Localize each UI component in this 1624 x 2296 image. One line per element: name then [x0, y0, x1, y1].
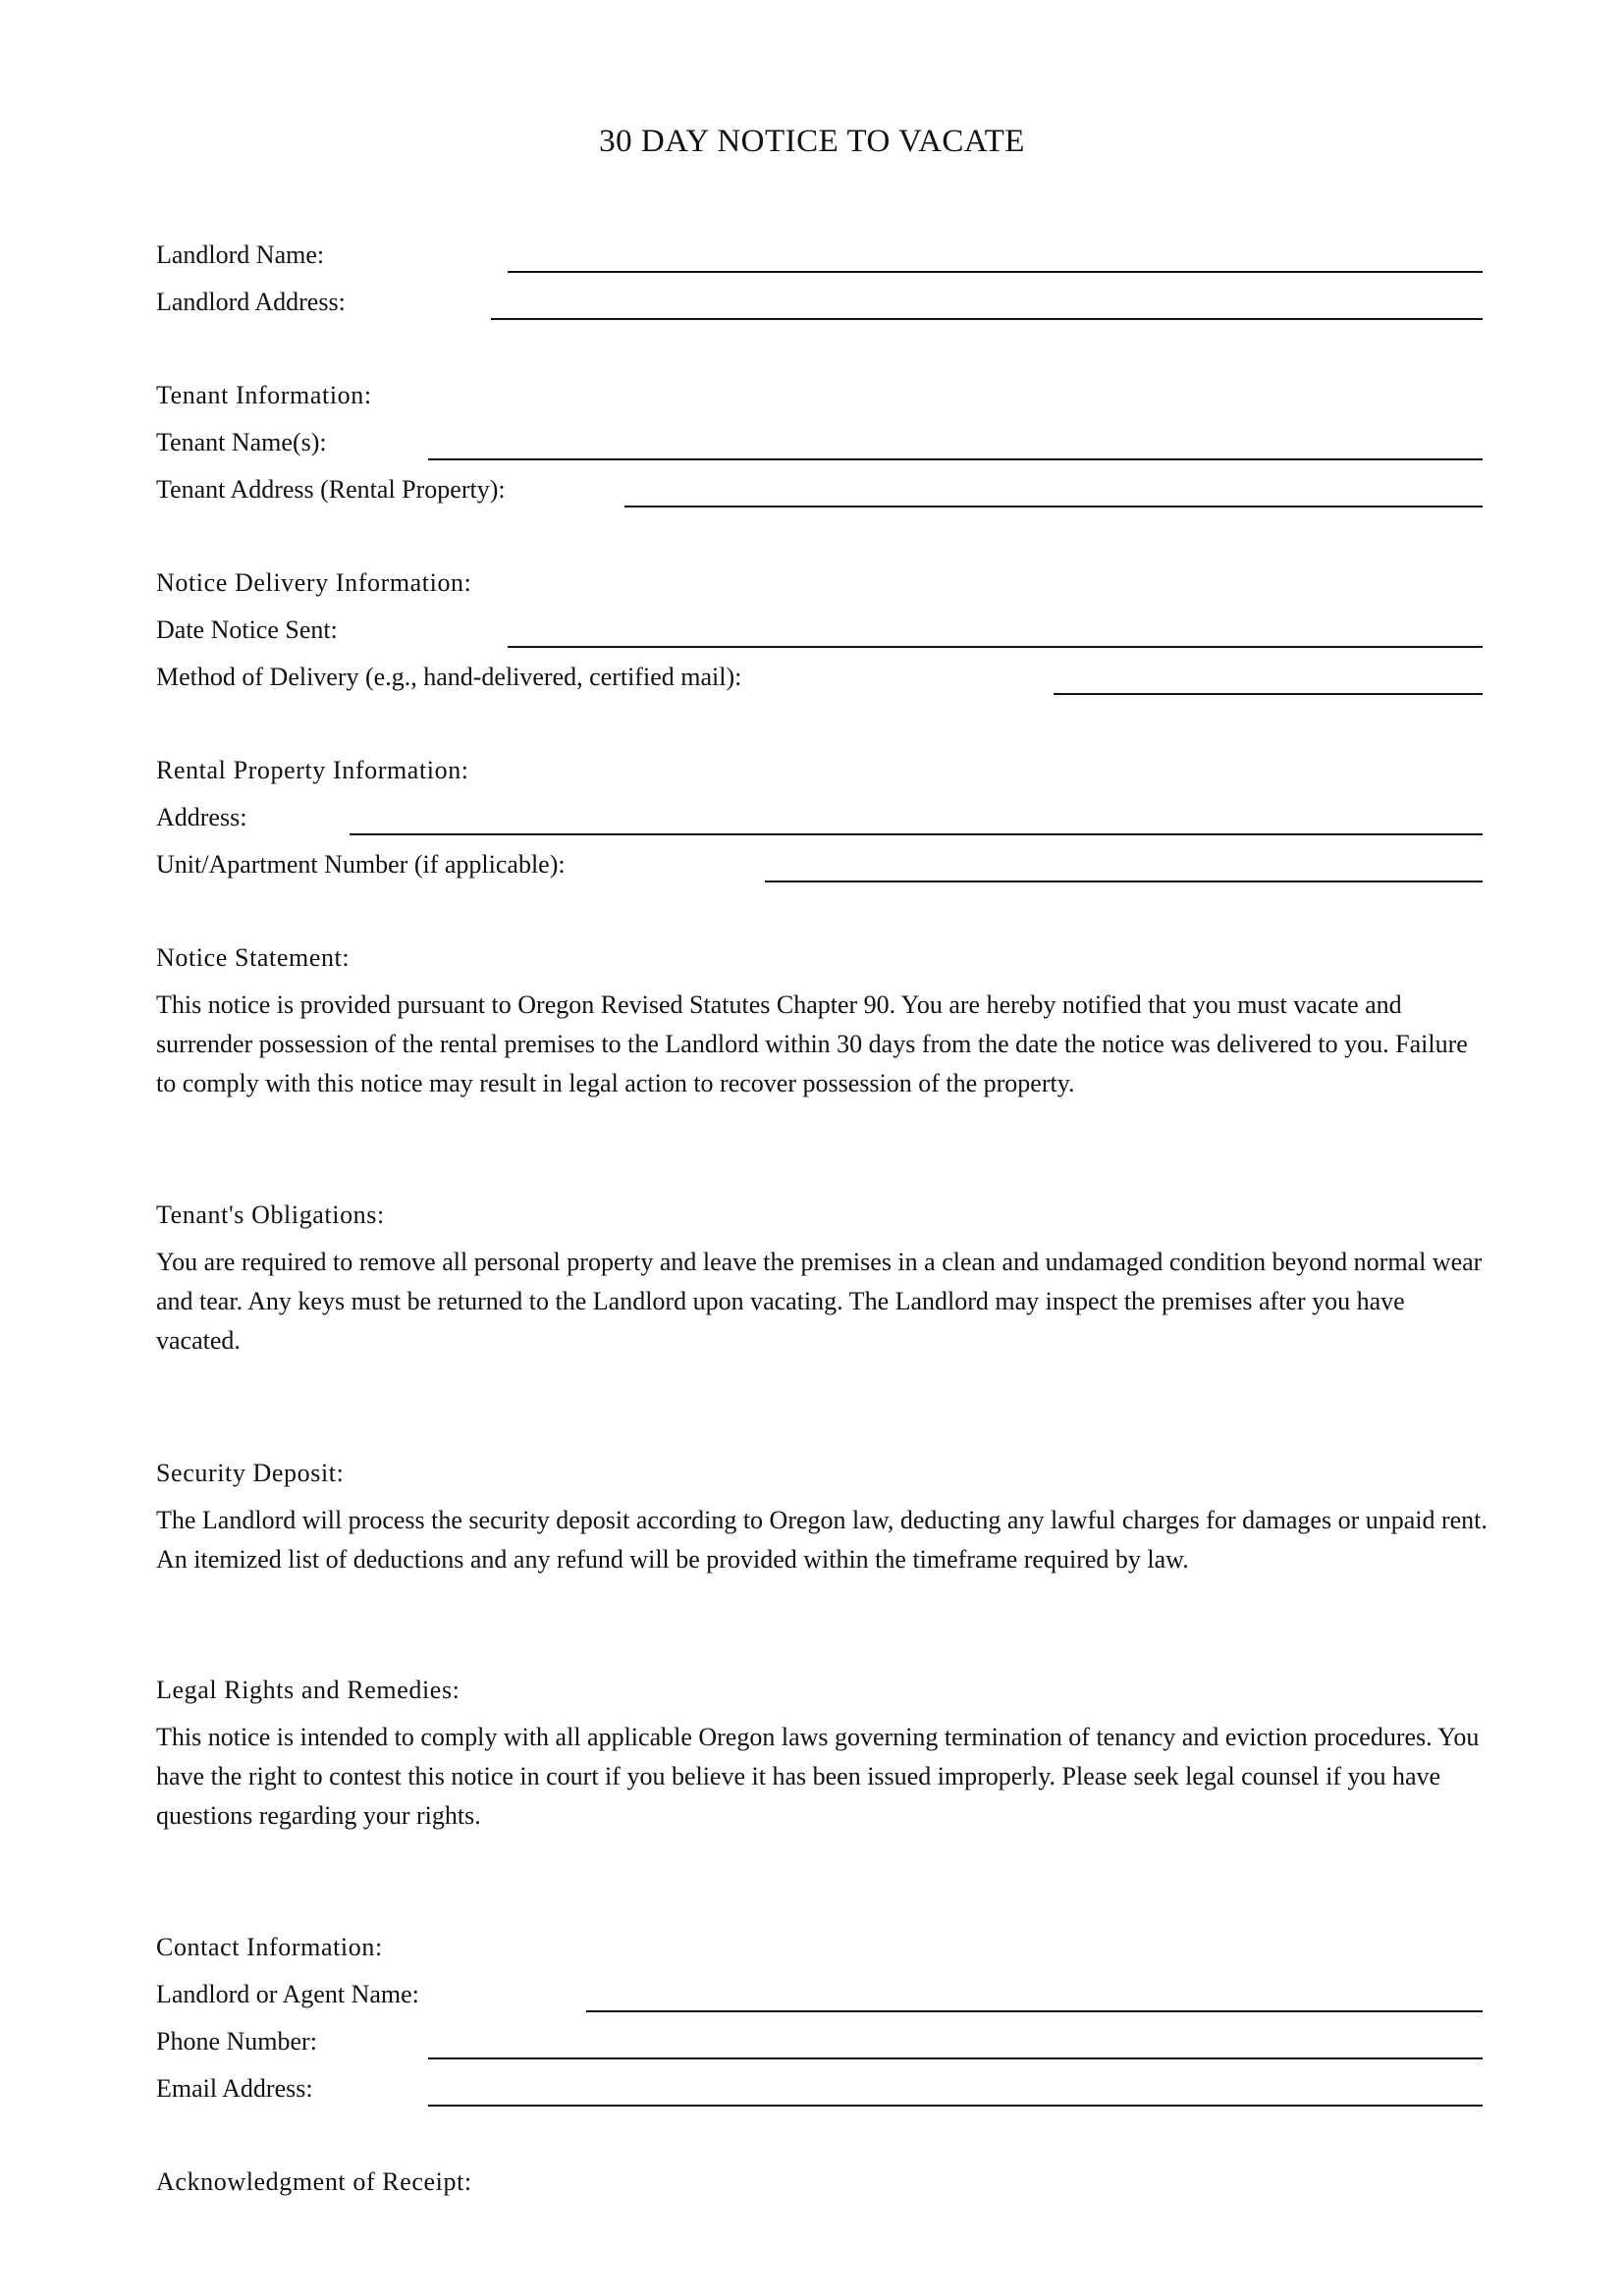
acknowledgment-heading: Acknowledgment of Receipt:: [156, 2167, 472, 2196]
property-address-field[interactable]: [350, 833, 1483, 835]
legal-rights-text: This notice is intended to comply with all applicable Oregon laws governing termination of tenancy and eviction procedures. You have the right to contest this notice in court if you believe it has been issued improperly. Please seek legal counsel if you have questions regarding your rights.: [156, 1723, 1480, 1830]
tenant-address-label: Tenant Address (Rental Property):: [156, 475, 506, 504]
date-notice-sent-field[interactable]: [508, 646, 1483, 648]
tenant-obligations-heading: Tenant's Obligations:: [156, 1201, 385, 1229]
date-notice-sent-label: Date Notice Sent:: [156, 615, 338, 644]
unit-number-label: Unit/Apartment Number (if applicable):: [156, 850, 566, 879]
landlord-name-label: Landlord Name:: [156, 240, 325, 269]
tenant-address-field[interactable]: [624, 506, 1483, 507]
tenant-obligations-text: You are required to remove all personal property and leave the premises in a clean and undamaged condition beyond normal wear and tear. Any keys must be returned to the Landlord upon vacating. The Landlord may inspect the premises after you have vacated.: [156, 1248, 1483, 1355]
tenant-information-heading: Tenant Information:: [156, 381, 372, 409]
notice-statement-text: This notice is provided pursuant to Oregon Revised Statutes Chapter 90. You are hereby notified that you must vacate and surrender possession of the rental premises to the Landlord within 30 days from the date the notice was delivered to you. Failure to comply with this notice may result in legal action to recover possession of the property.: [156, 990, 1468, 1097]
security-deposit-text: The Landlord will process the security deposit according to Oregon law, deducting any lawful charges for damages or unpaid rent. An itemized list of deductions and any refund will be provided within the timeframe required by law.: [156, 1506, 1488, 1574]
email-address-field[interactable]: [428, 2105, 1483, 2107]
phone-number-field[interactable]: [428, 2057, 1483, 2059]
legal-rights-heading: Legal Rights and Remedies:: [156, 1676, 460, 1704]
agent-name-field[interactable]: [586, 2010, 1483, 2012]
landlord-address-field[interactable]: [491, 318, 1483, 320]
delivery-method-label: Method of Delivery (e.g., hand-delivered, certified mail):: [156, 663, 742, 691]
agent-name-label: Landlord or Agent Name:: [156, 1980, 419, 2008]
security-deposit-heading: Security Deposit:: [156, 1459, 345, 1487]
unit-number-field[interactable]: [765, 881, 1483, 882]
delivery-method-field[interactable]: [1054, 693, 1483, 695]
tenant-names-label: Tenant Name(s):: [156, 428, 327, 456]
contact-information-heading: Contact Information:: [156, 1933, 383, 1961]
page-title: 30 DAY NOTICE TO VACATE: [599, 124, 1025, 159]
tenant-names-field[interactable]: [428, 458, 1483, 460]
notice-delivery-heading: Notice Delivery Information:: [156, 568, 472, 597]
property-address-label: Address:: [156, 803, 247, 831]
email-address-label: Email Address:: [156, 2074, 313, 2103]
landlord-address-label: Landlord Address:: [156, 288, 346, 316]
phone-number-label: Phone Number:: [156, 2027, 317, 2056]
landlord-name-field[interactable]: [508, 271, 1483, 273]
notice-statement-heading: Notice Statement:: [156, 943, 351, 972]
rental-property-heading: Rental Property Information:: [156, 756, 469, 784]
